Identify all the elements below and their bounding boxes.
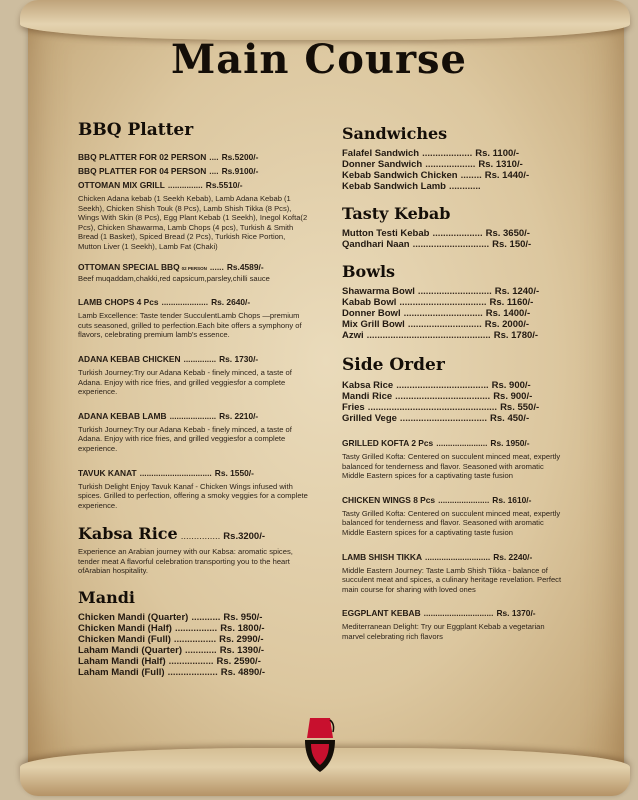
- menu-item: [342, 239, 562, 250]
- item-name: Chicken Mandi (Half): [78, 623, 172, 635]
- item-dots: ...................: [425, 159, 476, 170]
- item-dots: .................................: [399, 297, 487, 308]
- item-dots: ............: [449, 181, 481, 192]
- item-price: Rs. 1390/-: [219, 645, 265, 657]
- item-name: Mix Grill Bowl: [342, 319, 405, 330]
- menu-item: [78, 180, 308, 190]
- item-name: LAMB SHISH TIKKA: [342, 551, 423, 562]
- item-name: Grilled Vege: [342, 413, 397, 424]
- item-name: EGGPLANT KEBAB: [342, 608, 421, 619]
- menu-item: [78, 468, 308, 478]
- menu-item: [342, 402, 562, 413]
- item-name: Mutton Testi Kebab: [342, 228, 430, 239]
- sandwich-list: [342, 148, 562, 192]
- item-dots: ......: [209, 261, 224, 272]
- item-name: OTTOMAN MIX GRILL: [78, 180, 165, 190]
- item-name: Mandi Rice: [342, 391, 393, 402]
- item-price: Rs. 150/-: [492, 239, 532, 250]
- left-column: [78, 120, 308, 678]
- menu-item: [78, 152, 308, 162]
- tasty-kebab-heading: Tasty Kebab: [342, 204, 451, 223]
- tavuk-kanat: [78, 468, 308, 511]
- menu-item: [342, 391, 562, 402]
- menu-item: [78, 354, 308, 364]
- menu-item: [342, 148, 562, 159]
- menu-item: [342, 438, 562, 448]
- item-name: GRILLED KOFTA 2 Pcs: [342, 438, 434, 448]
- item-name: Laham Mandi (Quarter): [78, 645, 182, 657]
- item-price: Rs. 2240/-: [493, 551, 533, 562]
- item-name: Laham Mandi (Full): [78, 667, 165, 679]
- menu-item: [342, 181, 562, 192]
- item-description: Chicken Adana kebab (1 Seekh Kebab), Lamb Adana Kebab (1 Seekh), Chicken Shish Touk (8 Pcs), Lamb Shish Tikka (8 Pcs), Wings With Skin (8 Pcs), Egg Plant Kebab (1 Seekh), Inegol Kofta(2 Pcs), Chicken Shawarma, Lamb Chops (4 pcs), Turkish & Smith Bread (1 Basket), Spiced Bread (2 Pcs), Turkish Rice Portion, Mutton Liver (1 Seekh), Lamb Fat (Chaki): [78, 194, 308, 251]
- item-name: Kabsa Rice: [342, 380, 394, 391]
- menu-item: [78, 623, 308, 634]
- item-description: Tasty Grilled Kofta: Centered on succulent minced meat, expertly balanced for tenderness and flavor. Seasoned with aromatic Middle Eastern spices for a captivating taste fusion: [342, 508, 561, 537]
- item-name: LAMB CHOPS 4 Pcs: [78, 297, 159, 308]
- bowls-list: [342, 286, 562, 341]
- scroll-roll-top: [20, 0, 630, 40]
- item-description: Turkish Journey:Try our Adana Kebab - finely minced, a taste of Adana. Enjoy with rice fries, and grilled veggiesfor a complete experience.: [78, 424, 292, 453]
- kabsa-row: [78, 524, 308, 543]
- ottoman-special: [78, 262, 308, 284]
- item-dots: ..............................: [423, 608, 494, 619]
- item-description: Turkish Delight Enjoy Tavuk Kanaf - Chicken Wings infused with spices. Grilled to perfection, offering a smoky veggies for a complete experience.: [78, 481, 308, 510]
- item-description: Lamb Excellence: Taste tender SucculentLamb Chops —premium cuts seasoned, grilled to perfection.Each bite offers a symphony of flavors, celebrating premium lamb's essence.: [78, 311, 302, 340]
- item-dots: ....................................: [395, 391, 491, 402]
- item-name: Kebab Sandwich Lamb: [342, 181, 446, 192]
- item-price: Rs. 4890/-: [220, 667, 266, 679]
- item-dots: ............................: [425, 551, 491, 562]
- item-dots: ......................: [436, 438, 488, 448]
- item-name: BBQ PLATTER FOR 02 PERSON: [78, 152, 207, 162]
- adana-lamb: [78, 411, 308, 454]
- menu-item: [78, 634, 308, 645]
- menu-item: [78, 656, 308, 667]
- item-price: Rs. 450/-: [490, 413, 530, 424]
- item-name: Qandhari Naan: [342, 239, 410, 250]
- item-price: Rs. 1240/-: [494, 286, 540, 297]
- item-price: Rs. 2590/-: [216, 656, 261, 668]
- item-price: Rs. 900/-: [493, 391, 533, 402]
- item-name: TAVUK KANAT: [78, 467, 137, 478]
- menu-item: [342, 380, 562, 391]
- item-name: Azwi: [342, 330, 364, 341]
- menu-item: [342, 319, 562, 330]
- item-name: Donner Bowl: [342, 308, 401, 319]
- item-dots: ...................: [167, 667, 218, 679]
- item-dots: ....: [209, 166, 219, 176]
- item-price: Rs.3200/-: [223, 531, 266, 543]
- item-price: Rs. 900/-: [491, 380, 531, 391]
- menu-item: [78, 612, 308, 623]
- item-dots: ............................: [407, 319, 482, 330]
- menu-item: [342, 552, 562, 562]
- item-name: Kebab Sandwich Chicken: [342, 170, 458, 181]
- item-description: Tasty Grilled Kofta: Centered on succulent minced meat, expertly balanced for tenderness and flavor. Seasoned with aromatic Middle Eastern spices for a captivating taste fusion: [342, 452, 561, 481]
- item-price: Rs. 1800/-: [220, 623, 265, 635]
- bbq-list: [78, 152, 308, 252]
- item-price: Rs. 2000/-: [484, 319, 530, 330]
- mandi-list: [78, 612, 308, 678]
- item-dots: ...................: [422, 148, 473, 159]
- menu-item: [342, 297, 562, 308]
- menu-item: [78, 166, 308, 176]
- item-dots: ....: [209, 152, 219, 162]
- item-price: Rs. 1610/-: [492, 494, 532, 505]
- item-dots: .................................................: [367, 402, 498, 413]
- item-name: OTTOMAN SPECIAL BBQ: [78, 261, 180, 272]
- item-dots: ...............: [180, 531, 221, 543]
- menu-item: [78, 262, 308, 272]
- item-name: Chicken Mandi (Full): [78, 634, 171, 646]
- lamb-chops: [78, 297, 308, 340]
- bowls-heading: Bowls: [342, 262, 396, 281]
- fez-logo-icon: [303, 716, 337, 774]
- item-price: Rs. 1100/-: [475, 148, 520, 159]
- item-name: Donner Sandwich: [342, 159, 423, 170]
- item-dots: ...............................................: [366, 330, 491, 341]
- bbq-heading: BBQ Platter: [78, 120, 194, 140]
- mandi-section: [78, 588, 308, 678]
- menu-item: [342, 286, 562, 297]
- item-dots: .............................: [412, 239, 490, 250]
- item-price: Rs. 950/-: [223, 612, 263, 624]
- item-price: Rs.9100/-: [221, 166, 259, 176]
- item-price: Rs. 1730/-: [219, 353, 259, 364]
- mandi-heading: Mandi: [78, 588, 135, 608]
- item-note: 02 PERSON: [181, 265, 207, 271]
- lamb-shish-tikka: [342, 552, 562, 595]
- item-price: Rs. 1550/-: [214, 467, 254, 478]
- adana-chicken: [78, 354, 308, 397]
- item-dots: ............................: [417, 286, 492, 297]
- item-price: Rs. 1160/-: [489, 297, 534, 308]
- item-dots: ..............................: [403, 308, 483, 319]
- item-dots: ...............: [167, 180, 203, 190]
- item-dots: ................: [173, 634, 217, 646]
- item-price: Rs. 1950/-: [490, 438, 530, 448]
- item-dots: .................................: [399, 413, 488, 424]
- item-price: Rs. 2640/-: [211, 297, 251, 308]
- kabsa-section: [78, 524, 308, 576]
- item-dots: ..............: [183, 353, 217, 364]
- item-name: Laham Mandi (Half): [78, 656, 166, 668]
- sandwiches-heading: Sandwiches: [342, 124, 448, 143]
- menu-item: [342, 228, 562, 239]
- item-description: Experience an Arabian journey with our Kabsa: aromatic spices, tender meat A flavorful celebration transporting you to the heart ofArabian hospitality.: [78, 547, 293, 576]
- side-list: [342, 380, 562, 424]
- item-description: Beef muqaddam,chakki,red capsicum,parsley,chilli sauce: [78, 273, 270, 283]
- menu-item: [78, 411, 308, 421]
- right-column: [342, 120, 562, 642]
- item-dots: ............: [185, 645, 217, 657]
- item-name: ADANA KEBAB CHICKEN: [78, 353, 181, 364]
- page-title: Main Course: [170, 36, 468, 83]
- item-name: Fries: [342, 402, 365, 413]
- item-name: Kabab Bowl: [342, 297, 397, 308]
- item-price: Rs.5510/-: [205, 180, 243, 190]
- item-dots: ................: [174, 623, 218, 635]
- item-name: CHICKEN WINGS 8 Pcs: [342, 494, 436, 505]
- item-dots: ........: [460, 170, 482, 181]
- item-description: Mediterranean Delight: Try our Eggplant Kebab a vegetarian marvel celebrating rich flavors: [342, 622, 545, 641]
- item-dots: ....................: [161, 297, 209, 308]
- item-price: Rs. 1310/-: [478, 159, 523, 170]
- item-dots: ...........: [191, 612, 221, 624]
- item-price: Rs. 2210/-: [219, 410, 259, 421]
- menu-item: [78, 645, 308, 656]
- item-dots: ...................: [432, 228, 483, 239]
- grilled-kofta: [342, 438, 562, 481]
- menu-item: [342, 413, 562, 424]
- item-dots: .................: [168, 656, 214, 668]
- item-name: Shawarma Bowl: [342, 286, 415, 297]
- chicken-wings: [342, 495, 562, 538]
- item-name: Falafel Sandwich: [342, 148, 420, 159]
- tasty-list: [342, 228, 562, 250]
- item-price: Rs. 550/-: [500, 402, 540, 413]
- menu-item: [342, 495, 562, 505]
- menu-item: [78, 297, 308, 307]
- menu-item: [342, 159, 562, 170]
- item-dots: ....................: [169, 410, 217, 421]
- menu-item: [342, 170, 562, 181]
- item-description: Middle Eastern Journey: Taste Lamb Shish Tikka - balance of succulent meat and spices, a culinary heritage revelation. Perfect main course for sharing with loved ones: [342, 565, 562, 594]
- eggplant-kebab: [342, 608, 562, 641]
- item-name: ADANA KEBAB LAMB: [78, 410, 167, 421]
- item-dots: ...............................: [139, 467, 212, 478]
- item-name: BBQ PLATTER FOR 04 PERSON: [78, 166, 207, 176]
- item-price: Rs. 2990/-: [219, 634, 264, 646]
- item-price: Rs. 3650/-: [485, 228, 530, 239]
- menu-item: [78, 667, 308, 678]
- item-name: Chicken Mandi (Quarter): [78, 612, 189, 624]
- item-dots: ......................: [438, 494, 490, 505]
- item-price: Rs. 1400/-: [485, 308, 531, 319]
- menu-item: [342, 308, 562, 319]
- side-order-heading: Side Order: [342, 355, 445, 375]
- item-description: Turkish Journey:Try our Adana Kebab - finely minced, a taste of Adana. Enjoy with rice fries, and grilled veggiesfor a complete experience.: [78, 367, 292, 397]
- menu-item: [342, 608, 562, 618]
- item-dots: ...................................: [396, 380, 489, 391]
- item-price: Rs. 1370/-: [496, 608, 536, 619]
- item-price: Rs.4589/-: [226, 261, 264, 272]
- menu-item: [342, 330, 562, 341]
- kabsa-heading: Kabsa Rice: [78, 524, 178, 544]
- item-price: Rs.5200/-: [221, 152, 259, 162]
- item-price: Rs. 1780/-: [493, 330, 539, 341]
- item-price: Rs. 1440/-: [484, 170, 530, 181]
